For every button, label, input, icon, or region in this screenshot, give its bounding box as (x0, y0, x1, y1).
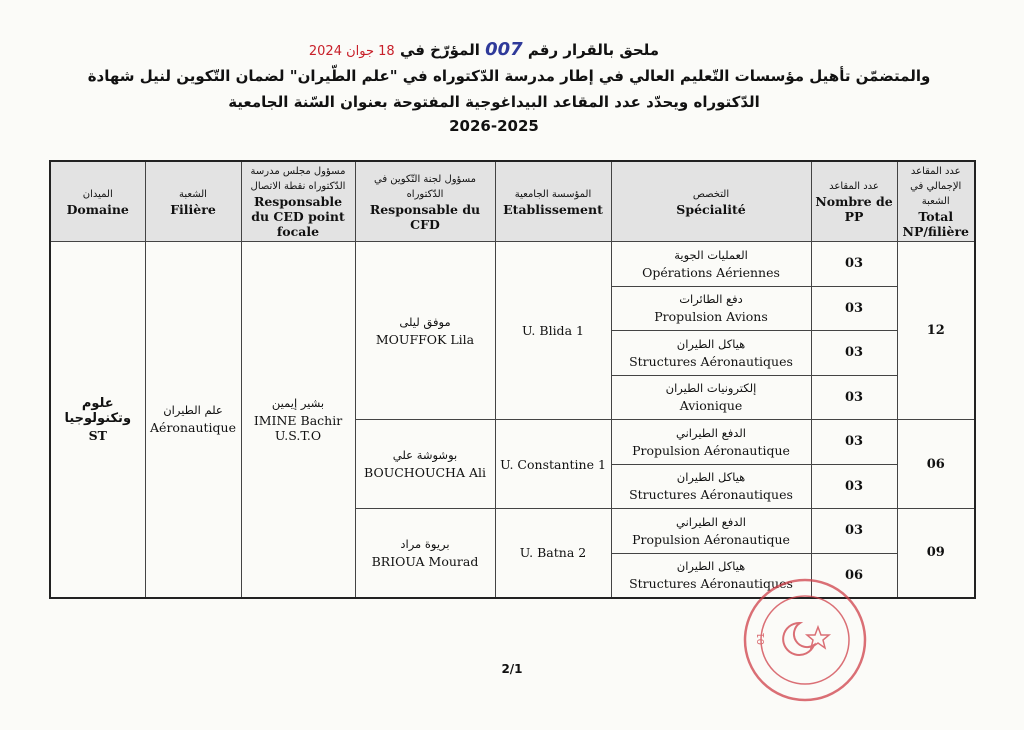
pp-cell: 03 (811, 464, 897, 509)
decision-date: 18 جوان 2024 (308, 44, 395, 59)
col-specialite: التخصص Spécialité (611, 161, 811, 242)
pp-cell: 03 (811, 420, 897, 465)
specialite-cell: دفع الطائرات Propulsion Avions (611, 286, 811, 331)
page-number: 2/1 (501, 662, 523, 676)
dated-label: المؤرّخ في (399, 41, 480, 59)
decision-number: 007 (485, 39, 523, 60)
official-stamp-icon (740, 575, 870, 705)
cfd-cell: موفق ليلى MOUFFOK Lila (355, 242, 495, 420)
seats-table (49, 160, 976, 599)
table-header-row (50, 161, 975, 242)
annex-subtitle-line-1: والمتضمّن تأهيل مؤسسات التّعليم العالي في إطار مدرسة الدّكتوراه في "علم الطّيران" لضمان التّكوين لنيل شهادة (87, 67, 931, 85)
cfd-cell: بريوة مراد BRIOUA Mourad (355, 509, 495, 598)
col-domaine: الميدان Domaine (50, 161, 145, 242)
stamp-text: 01 (756, 632, 767, 645)
pp-cell: 03 (811, 286, 897, 331)
table-row (50, 242, 975, 287)
annex-title-line (284, 38, 684, 64)
pp-cell: 03 (811, 331, 897, 376)
total-cell: 06 (897, 420, 975, 509)
specialite-cell: هياكل الطيران Structures Aéronautiques (611, 331, 811, 376)
ced-cell: بشير إيمين IMINE Bachir U.S.T.O (241, 242, 355, 598)
col-nombre-pp: عدد المقاعد Nombre de PP (811, 161, 897, 242)
pp-cell: 06 (811, 553, 897, 598)
specialite-cell: الدفع الطيراني Propulsion Aéronautique (611, 509, 811, 554)
specialite-cell: هياكل الطيران Structures Aéronautiques (611, 553, 811, 598)
col-etablissement: المؤسسة الجامعية Etablissement (495, 161, 611, 242)
col-ced: مسؤول مجلس مدرسة الدّكتوراه نقطة الاتصال Responsable du CED point focale (241, 161, 355, 242)
specialite-cell: إلكترونيات الطيران Avionique (611, 375, 811, 420)
total-cell: 12 (897, 242, 975, 420)
annex-prefix: ملحق بالقرار رقم (527, 41, 660, 59)
pp-cell: 03 (811, 242, 897, 287)
cfd-cell: بوشوشة علي BOUCHOUCHA Ali (355, 420, 495, 509)
domain-cell: علوم وتكنولوجيا ST (50, 242, 145, 598)
col-total: عدد المقاعد الإجمالي في الشعبة Total NP/filière (897, 161, 975, 242)
specialite-cell: العمليات الجوية Opérations Aériennes (611, 242, 811, 287)
filiere-cell: علم الطيران Aéronautique (145, 242, 241, 598)
etablissement-cell: U. Constantine 1 (495, 420, 611, 509)
col-cfd: مسؤول لجنة التّكوين في الدّكتوراه Responsable du CFD (355, 161, 495, 242)
etablissement-cell: U. Blida 1 (495, 242, 611, 420)
total-cell: 09 (897, 509, 975, 598)
etablissement-cell: U. Batna 2 (495, 509, 611, 598)
specialite-cell: هياكل الطيران Structures Aéronautiques (611, 464, 811, 509)
pp-cell: 03 (811, 375, 897, 420)
annex-subtitle-line-2: الدّكتوراه ويحدّد عدد المقاعد البيداغوجية المفتوحة بعنوان السّنة الجامعية 2025-2026 (228, 93, 760, 135)
specialite-cell: الدفع الطيراني Propulsion Aéronautique (611, 420, 811, 465)
col-filiere: الشعبة Filière (145, 161, 241, 242)
pp-cell: 03 (811, 509, 897, 554)
